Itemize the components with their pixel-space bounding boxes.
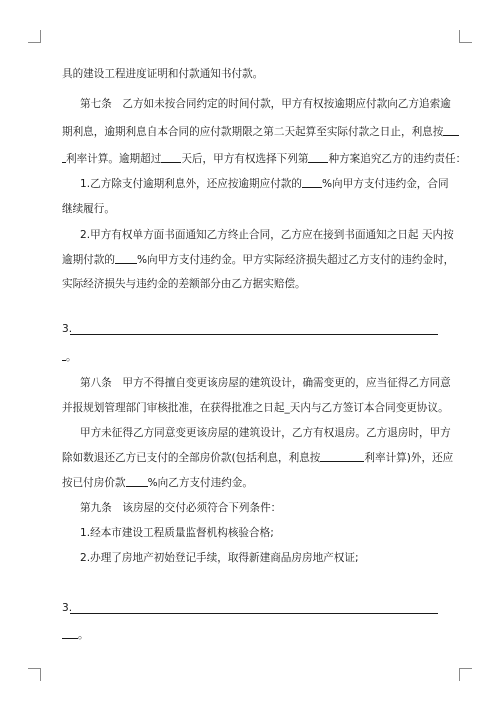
blank-field[interactable] [443,125,459,136]
article-8-heading: 第八条 甲方不得擅自变更该房屋的建筑设计，确需变更的，应当征得乙方同意 [80,377,451,389]
blank-field[interactable] [320,451,364,462]
text-line: 利率计算。逾期超过 天后，甲方有权选择下列第 种方案追究乙方的违约责任： [62,152,442,166]
text-line: 甲方未征得乙方同意变更该房屋的建筑设计，乙方有权退房。乙方退房时，甲方 [80,427,451,439]
text-line: 2.甲方有权单方面书面通知乙方终止合同，乙方应在接到书面通知之日起 天内按 [80,229,454,241]
text-line: 。 [62,628,442,642]
fill-in-line[interactable] [70,613,438,614]
item-3-number: 3. [62,323,73,335]
blank-field[interactable] [302,177,322,188]
fill-in-line[interactable] [70,334,438,335]
blank-field[interactable] [62,628,78,639]
text-line: 按已付房价款 %向乙方支付违约金。 [62,477,253,489]
crop-mark-bottom-left [28,668,41,681]
blank-field[interactable] [161,152,181,163]
text-line: 2.办理了房地产初始登记手续，取得新建商品房房地产权证; [80,552,359,564]
text-line: 。 [62,350,442,364]
text-line: 具的建设工程进度证明和付款通知书付款。 [62,68,264,80]
crop-mark-top-right [459,30,472,43]
blank-field[interactable] [115,253,137,264]
article-9-heading: 第九条 该房屋的交付必须符合下列条件： [80,502,282,514]
item-3-number: 3. [62,602,73,614]
text-line: 期利息，逾期利息自本合同的应付款期限之第二天起算至实际付款之日止，利息按 [62,125,442,139]
text-line: 1.经本市建设工程质量监督机构核验合格; [80,527,274,539]
text-line: 逾期付款的 %向甲方支付违约金。甲方实际经济损失超过乙方支付的违约金时， [62,254,455,266]
text-line: 实际经济损失与违约金的差额部分由乙方据实赔偿。 [62,278,306,290]
text-line: 并报规划管理部门审核批准，在获得批准之日起_天内与乙方签订本合同变更协议。 [62,402,449,414]
text-line: 除如数退还乙方已支付的全部房价款(包括利息，利息按 利率计算)外，还应 [62,452,454,464]
text-line: 1.乙方除支付逾期利息外，还应按逾期应付款的 %向甲方支付违约金，合同 [80,178,449,190]
text-line: 继续履行。 [62,203,115,215]
crop-mark-bottom-right [459,668,472,681]
blank-field[interactable] [126,476,148,487]
article-7-heading: 第七条 乙方如未按合同约定的时间付款，甲方有权按逾期应付款向乙方追索逾 [80,98,451,110]
blank-field[interactable] [308,152,328,163]
crop-mark-top-left [28,30,41,43]
